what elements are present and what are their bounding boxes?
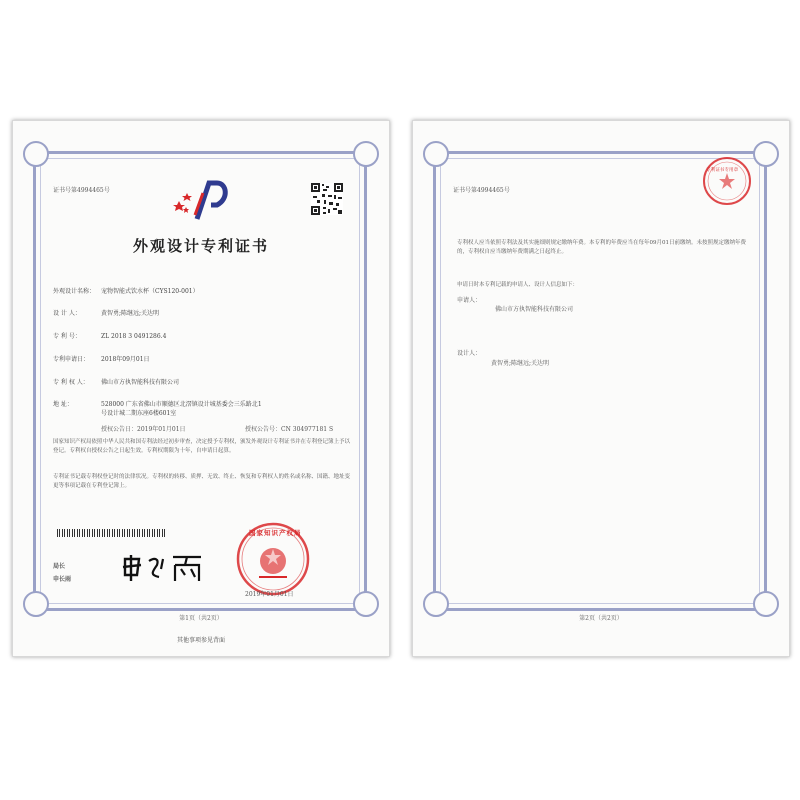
page-number: 第1页（共2页） (179, 615, 223, 622)
certificate-number: 证书号第4994465号 (53, 187, 110, 194)
signature-icon (119, 549, 205, 585)
certificate-number: 证书号第4994465号 (453, 187, 510, 194)
director-title: 局长 (53, 563, 66, 570)
border-ornament-icon (353, 141, 379, 167)
certificate-page-2 (412, 120, 790, 657)
border-ornament-icon (423, 141, 449, 167)
designer-value: 黄智勇;陈继远;关达明 (491, 360, 550, 367)
field-address: 地 址： 528000 广东省佛山市顺德区北滘镇设计城基委会三乐路北1号设计城二期东座6楼601室 (53, 401, 262, 417)
director-name-label: 申长雨 (53, 576, 72, 583)
patent-seal-icon (701, 155, 753, 207)
certificate-page-1 (12, 120, 390, 657)
border-ornament-icon (23, 141, 49, 167)
applicant-info-intro: 申请日时本专利记载的申请人、设计人信息如下： (457, 282, 579, 288)
statement-paragraph-2: 专利证书记载专利权登记时的法律状况。专利权的转移、质押、无效、终止、恢复和专利权人的姓名或名称、国籍、地址变更等事项记载在专利登记簿上。 (53, 474, 351, 489)
certificate-title: 外观设计专利证书 (132, 237, 269, 255)
field-patent-number: 专 利 号： ZL 2018 3 0491286.4 (53, 333, 167, 340)
footer-note: 其他事项参见背面 (176, 637, 225, 644)
field-designer: 设 计 人： 黄智勇;陈继远;关达明 (53, 310, 160, 317)
patent-seal-text: 专利证书专用章 (706, 168, 739, 173)
field-application-date: 专利申请日： 2018年09月01日 (53, 356, 150, 363)
grant-number: 授权公告号：CN 304977181 S (245, 426, 334, 433)
cnipa-logo-icon (173, 179, 229, 221)
page-number: 第2页（共2页） (579, 615, 623, 622)
grant-date: 授权公告日：2019年01月01日 (101, 426, 186, 433)
seal-text: 国家知识产权局 (249, 529, 302, 537)
designer-label: 设计人： (457, 350, 482, 357)
fee-notice-paragraph: 专利权人应当依照专利法及其实施细则规定缴纳年费。本专利的年费应当在每年09月01日前缴纳。未按照规定缴纳年费的，专利权自应当缴纳年费期满之日起终止。 (457, 240, 747, 255)
field-design-name: 外观设计名称： 宠物智能式饮水杯（CYS120-001） (53, 288, 199, 295)
seal-date: 2019年01月01日 (245, 591, 294, 598)
applicant-label: 申请人： (457, 297, 482, 304)
decorative-border (433, 151, 767, 611)
statement-paragraph-1: 国家知识产权局依照中华人民共和国专利法经过初步审查，决定授予专利权，颁发外观设计专利证书并在专利登记簿上予以登记。专利权自授权公告之日起生效。专利权期限为十年，自申请日起算。 (53, 439, 351, 454)
barcode-icon (57, 529, 167, 537)
applicant-value: 佛山市方执智能科技有限公司 (495, 306, 574, 313)
border-ornament-icon (753, 141, 779, 167)
qr-code-icon (311, 183, 343, 215)
field-patentee: 专 利 权 人： 佛山市方执智能科技有限公司 (53, 379, 180, 386)
